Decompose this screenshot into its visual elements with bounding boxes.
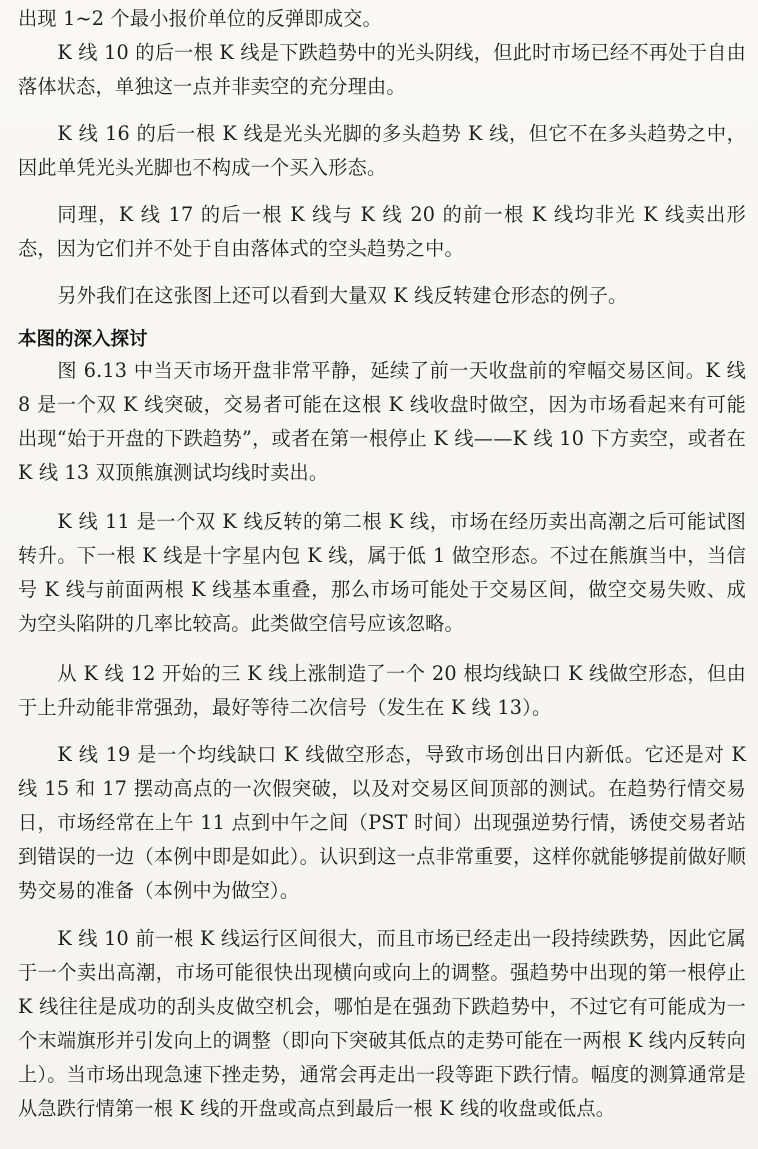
paragraph-bar17-bar20: 同理，K 线 17 的后一根 K 线与 K 线 20 的前一根 K 线均非光 K 线卖出形态，因为它们并不处于自由落体式的空头趋势之中。 [18, 203, 746, 260]
paragraph-bar11: K 线 11 是一个双 K 线反转的第二根 K 线，市场在经历卖出高潮之后可能试图转升。下一根 K 线是十字星内包 K 线，属于低 1 做空形态。不过在熊旗当中，当信号 K 线与前面两根 K 线基本重叠，那么市场可能处于交易区间，做空交易失败、成为空头陷阱的几率比较高。此类做空信号应该忽略。 [18, 510, 746, 635]
paragraph-bar19: K 线 19 是一个均线缺口 K 线做空形态，导致市场创出日内新低。它还是对 K 线 15 和 17 摆动高点的一次假突破，以及对交易区间顶部的测试。在趋势行情交易日，市场经常在上午 11 点到中午之间（PST 时间）出现强逆势行情，诱使交易者站到错误的一边（本例中即是如此）。认识到这一点非常重要，这样你就能够提前做好顺势交易的准备（本例中为做空）。 [18, 743, 746, 902]
paragraph-bar12: 从 K 线 12 开始的三 K 线上涨制造了一个 20 根均线缺口 K 线做空形态，但由于上升动能非常强劲，最好等待二次信号（发生在 K 线 13）。 [18, 662, 746, 719]
section-heading: 本图的深入探讨 [18, 329, 148, 350]
paragraph-bar10-next: K 线 10 的后一根 K 线是下跌趋势中的光头阴线，但此时市场已经不再处于自由落体状态，单独这一点并非卖空的充分理由。 [18, 41, 746, 98]
paragraph-bar10-prior: K 线 10 前一根 K 线运行区间很大，而且市场已经走出一段持续跌势，因此它属于一个卖出高潮，市场可能很快出现横向或向上的调整。强趋势中出现的第一根停止 K 线往往是成功的刮头皮做空机会，哪怕是在强劲下跌趋势中，不过它有可能成为一个末端旗形并引发向上的调整（即向下突破其低点的走势可能在一两根 K 线内反转向上）。当市场出现急速下挫走势，通常会再走出一段等距下跌行情。幅度的测算通常是从急跌行情第一根 K 线的开盘或高点到最后一根 K 线的收盘或低点。 [18, 927, 746, 1120]
paragraph-continuation: 出现 1~2 个最小报价单位的反弹即成交。 [18, 7, 382, 30]
paragraph-figure-6-13: 图 6.13 中当天市场开盘非常平静，延续了前一天收盘前的窄幅交易区间。K 线 8 是一个双 K 线突破，交易者可能在这根 K 线收盘时做空，因为市场看起来有可能出现“始于开盘的下跌趋势”，或者在第一根停止 K 线——K 线 10 下方卖空，或者在 K 线 13 双顶熊旗测试均线时卖出。 [18, 359, 746, 484]
paragraph-bar16-next: K 线 16 的后一根 K 线是光头光脚的多头趋势 K 线，但它不在多头趋势之中，因此单凭光头光脚也不构成一个买入形态。 [18, 122, 746, 179]
paragraph-two-bar-reversals: 另外我们在这张图上还可以看到大量双 K 线反转建仓形态的例子。 [57, 284, 628, 307]
